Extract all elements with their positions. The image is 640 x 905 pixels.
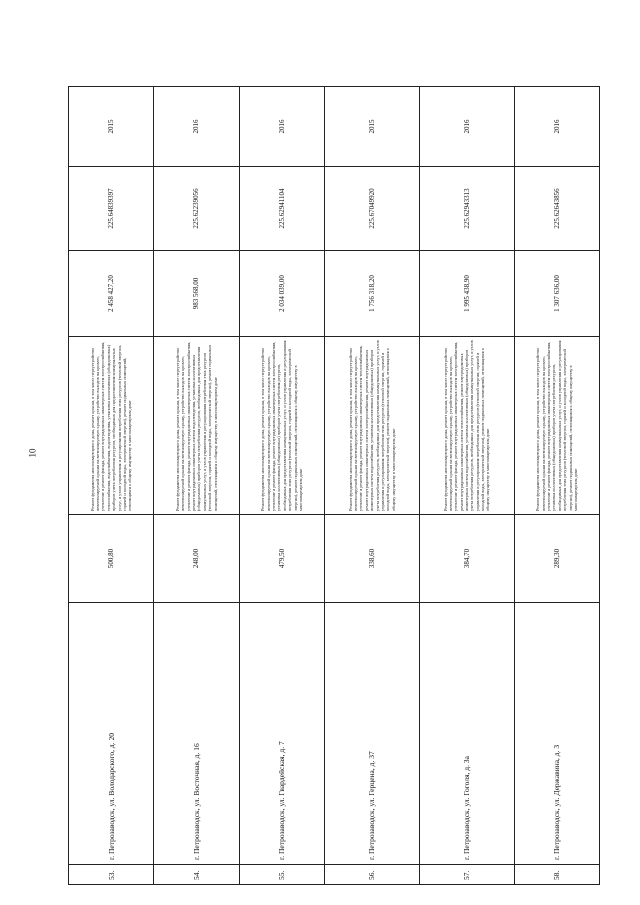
table-row	[419, 87, 514, 885]
row-cost: 2 458 427,20	[69, 251, 154, 337]
table-row	[514, 87, 599, 885]
row-area: 500,80	[69, 515, 154, 603]
table-row	[154, 87, 239, 885]
repair-program-table-container	[68, 87, 600, 885]
row-year: 2015	[324, 87, 419, 167]
row-cost: 1 307 636,00	[514, 251, 599, 337]
repair-program-table	[68, 86, 600, 885]
row-works: Ремонт фундамента многоквартирного дома, ремонт крыши, в том числе переустройство невентилируемой крыши на вентилируемую крышу, устройство выходов на кровлю, утепление и ремонт фасада, ремонт внутридомовых инженерных систем электроснабжения, теплоснабжения, водоснабжения, водоотведения, установка коллективных (общедомовых) приборов учета потребления ресурсов, необходимых для предоставления коммунальных услуг, и узлов управления и регулирования потребления этих ресурсов (тепловой энергии, горячей и холодной воды, электрической энергии), ремонт подвальных помещений, относящихся к общему имуществу в многоквартирном доме	[69, 337, 154, 515]
row-address: г. Петрозаводск, ул. Гоголя, д. 3а	[419, 603, 514, 865]
table-row	[324, 87, 419, 885]
row-number: 57.	[419, 865, 514, 885]
row-number: 55.	[239, 865, 324, 885]
row-cost: 1 995 438,90	[419, 251, 514, 337]
row-year: 2016	[514, 87, 599, 167]
row-area: 384,70	[419, 515, 514, 603]
row-address: г. Петрозаводск, ул. Восточная, д. 16	[154, 603, 239, 865]
row-cost: 2 034 039,00	[239, 251, 324, 337]
row-area: 289,30	[514, 515, 599, 603]
row-number: 54.	[154, 865, 239, 885]
row-cadastral: 225.67049920	[324, 167, 419, 251]
row-cost: 1 756 318,20	[324, 251, 419, 337]
table-row	[239, 87, 324, 885]
row-address: г. Петрозаводск, ул. Володарского, д. 20	[69, 603, 154, 865]
row-number: 58.	[514, 865, 599, 885]
row-year: 2016	[239, 87, 324, 167]
row-cadastral: 225.62239056	[154, 167, 239, 251]
row-number: 56.	[324, 865, 419, 885]
row-cadastral: 225.62643856	[514, 167, 599, 251]
row-cadastral: 225.62943313	[419, 167, 514, 251]
row-address: г. Петрозаводск, ул. Державина, д. 3	[514, 603, 599, 865]
row-year: 2016	[154, 87, 239, 167]
row-cadastral: 225.64839397	[69, 167, 154, 251]
row-works: Ремонт фундамента многоквартирного дома, ремонт крыши, в том числе переустройство невентилируемой крыши на вентилируемую крышу, устройство выходов на кровлю, утепление и ремонт фасада, ремонт внутридомовых инженерных систем электроснабжения, ремонт внутридомовых инженерных систем теплоснабжения, ремонт внутридомовых инженерных систем водоснабжения, установка коллективных (общедомовых) приборов учета потребления ресурсов, необходимых для предоставления коммунальных услуг, и узлов управления и регулирования потребления этих ресурсов (тепловой энергии, горячей и холодной воды, электрической энергии), ремонт подвальных помещений, относящихся к общему имуществу в многоквартирном доме	[419, 337, 514, 515]
row-number: 53.	[69, 865, 154, 885]
row-year: 2016	[419, 87, 514, 167]
row-works: Ремонт фундамента многоквартирного дома, ремонт крыши, в том числе переустройство невентилируемой крыши на вентилируемую крышу, устройство выходов на кровлю, утепление и ремонт фасада, ремонт внутридомовых инженерных систем электроснабжения, установка коллективных (общедомовых) приборов учета потребления ресурсов, необходимых для предоставления коммунальных услуг, и узлов управления и регулирования потребления этих ресурсов (тепловой энергии, горячей и холодной воды, электрической энергии), ремонт подвальных помещений, относящихся к общему имуществу в многоквартирном доме	[239, 337, 324, 515]
row-address: г. Петрозаводск, ул. Герцена, д. 37	[324, 603, 419, 865]
page-number: 10	[27, 448, 38, 458]
row-address: г. Петрозаводск, ул. Гвардейская, д. 7	[239, 603, 324, 865]
row-works: Ремонт фундамента многоквартирного дома, ремонт крыши, в том числе переустройство невентилируемой крыши на вентилируемую крышу, устройство выходов на кровлю, утепление и ремонт фасада, ремонт внутридомовых инженерных систем электроснабжения, ремонт внутридомовых инженерных систем водоотведения, установка коллективных (общедомовых) приборов учета потребления ресурсов, необходимых для предоставления коммунальных услуг, и узлов управления и регулирования потребления этих ресурсов (тепловой энергии, горячей и холодной воды, электрической энергии), ремонт подвальных помещений, относящихся к общему имуществу в многоквартирном доме	[154, 337, 239, 515]
row-works: Ремонт фундамента многоквартирного дома, ремонт крыши, в том числе переустройство невентилируемой крыши на вентилируемую крышу, устройство выходов на кровлю, утепление и ремонт фасада, ремонт внутридомовых инженерных систем теплоснабжения, ремонт внутридомовых инженерных систем электроснабжения, ремонт внутридомовых инженерных систем водоснабжения, установка коллективных (общедомовых) приборов учета потребления ресурсов, необходимых для предоставления коммунальных услуг, и узлов управления и регулирования потребления этих ресурсов (тепловой энергии, горячей и холодной воды, электрической энергии), ремонт подвальных помещений, относящихся к общему имуществу в многоквартирном доме	[324, 337, 419, 515]
row-cost: 983 568,00	[154, 251, 239, 337]
row-year: 2015	[69, 87, 154, 167]
row-works: Ремонт фундамента многоквартирного дома, ремонт крыши, в том числе переустройство невентилируемой крыши на вентилируемую крышу, устройство выходов на кровлю, утепление и ремонт фасада, ремонт внутридомовых инженерных систем электроснабжения, установка коллективных (общедомовых) приборов учета потребления ресурсов, необходимых для предоставления коммунальных услуг, и узлов управления и регулирования потребления этих ресурсов (тепловой энергии, горячей и холодной воды, электрической энергии), ремонт подвальных помещений, относящихся к общему имуществу в многоквартирном доме	[514, 337, 599, 515]
rotated-page	[68, 87, 600, 885]
row-area: 338,60	[324, 515, 419, 603]
row-area: 479,50	[239, 515, 324, 603]
table-row	[69, 87, 154, 885]
row-cadastral: 225.62941104	[239, 167, 324, 251]
row-area: 248,00	[154, 515, 239, 603]
